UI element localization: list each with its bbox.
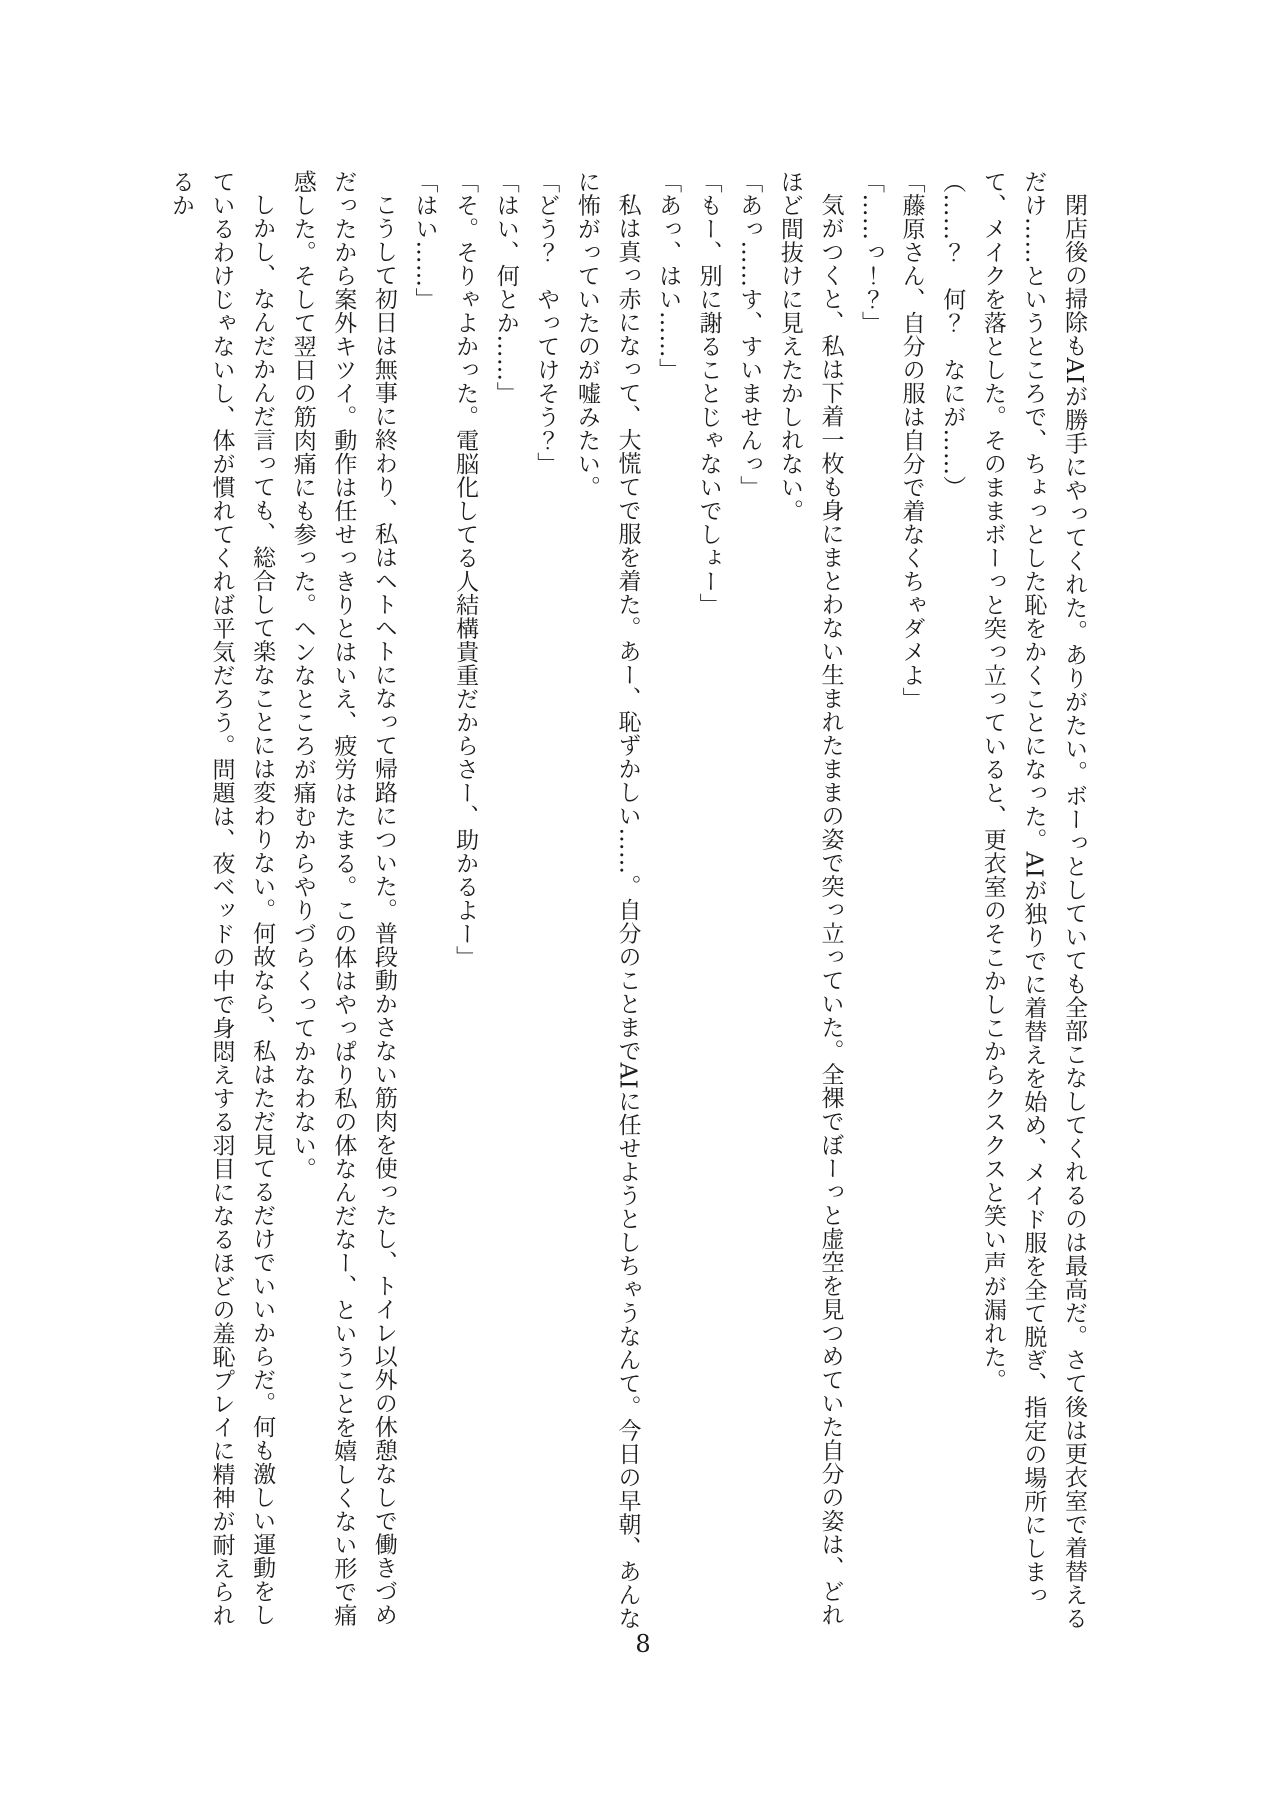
- paragraph: 私は真っ赤になって、大慌てで服を着た。あー、恥ずかしい……。自分のことまでAIに任せようとしちゃうなんて。今日の早朝、あんなに怖がっていたのが嘘みたい。: [573, 170, 641, 1630]
- dialogue-line: 「どう？ やってけそう？」: [533, 170, 560, 476]
- dialogue-line: 「あっ、はい……」: [655, 170, 682, 382]
- dialogue-line: 「はい、何とか……」: [492, 170, 519, 405]
- dialogue-line: 「……っ！？」: [858, 170, 885, 335]
- vertical-text-block: [167, 170, 1094, 1630]
- paragraph: 閉店後の掃除もAIが勝手にやってくれた。ありがたい。ボーっとしていても全部こなしてくれるのは最高だ。さて後は更衣室で着替えるだけ……というところで、ちょっとした恥をかくことになった。AIが独りでに着替えを始め、メイド服を全て脱ぎ、指定の場所にしまって、メイクを落とした。そのままボーっと突っ立っていると、更衣室のそこかしこからクスクスと笑い声が漏れた。: [979, 170, 1087, 1630]
- dialogue-line: 「藤原さん、自分の服は自分で着なくちゃダメよ」: [898, 170, 925, 711]
- paragraph: しかし、なんだかんだ言っても、総合して楽なことには変わりない。何故なら、私はただ見てるだけでいいからだ。何も激しい運動をしているわけじゃないし、体が慣れてくれば平気だろう。問題は、夜ベッドの中で身悶えする羽目になるほどの羞恥プレイに精神が耐えられるか: [167, 170, 276, 1627]
- thought-line: （……？ 何？ なにが……）: [939, 170, 966, 499]
- dialogue-line: 「そ。そりゃよかった。電脳化してる人結構貴重だからさー、助かるよー」: [452, 170, 479, 969]
- paragraph: 気がつくと、私は下着一枚も身にまとわない生まれたままの姿で突っ立っていた。全裸でぼーっと虚空を見つめていた自分の姿は、どれほど間抜けに見えたかしれない。: [776, 170, 844, 1627]
- dialogue-line: 「もー、別に謝ることじゃないでしょー」: [695, 170, 722, 617]
- paragraph: こうして初日は無事に終わり、私はヘトヘトになって帰路についた。普段動かさない筋肉を使ったし、トイレ以外の休憩なしで働きづめだったから案外キツイ。動作は任せっきりとはいえ、疲労はたまる。この体はやっぱり私の体なんだなー、ということを嬉しくない形で痛感した。そして翌日の筋肉痛にも参った。ヘンなところが痛むからやりづらくってかなわない。: [289, 170, 397, 1627]
- page-number: 8: [635, 1630, 651, 1658]
- dialogue-line: 「はい……」: [411, 170, 438, 311]
- dialogue-line: 「あっ……す、すいませんっ」: [736, 170, 763, 499]
